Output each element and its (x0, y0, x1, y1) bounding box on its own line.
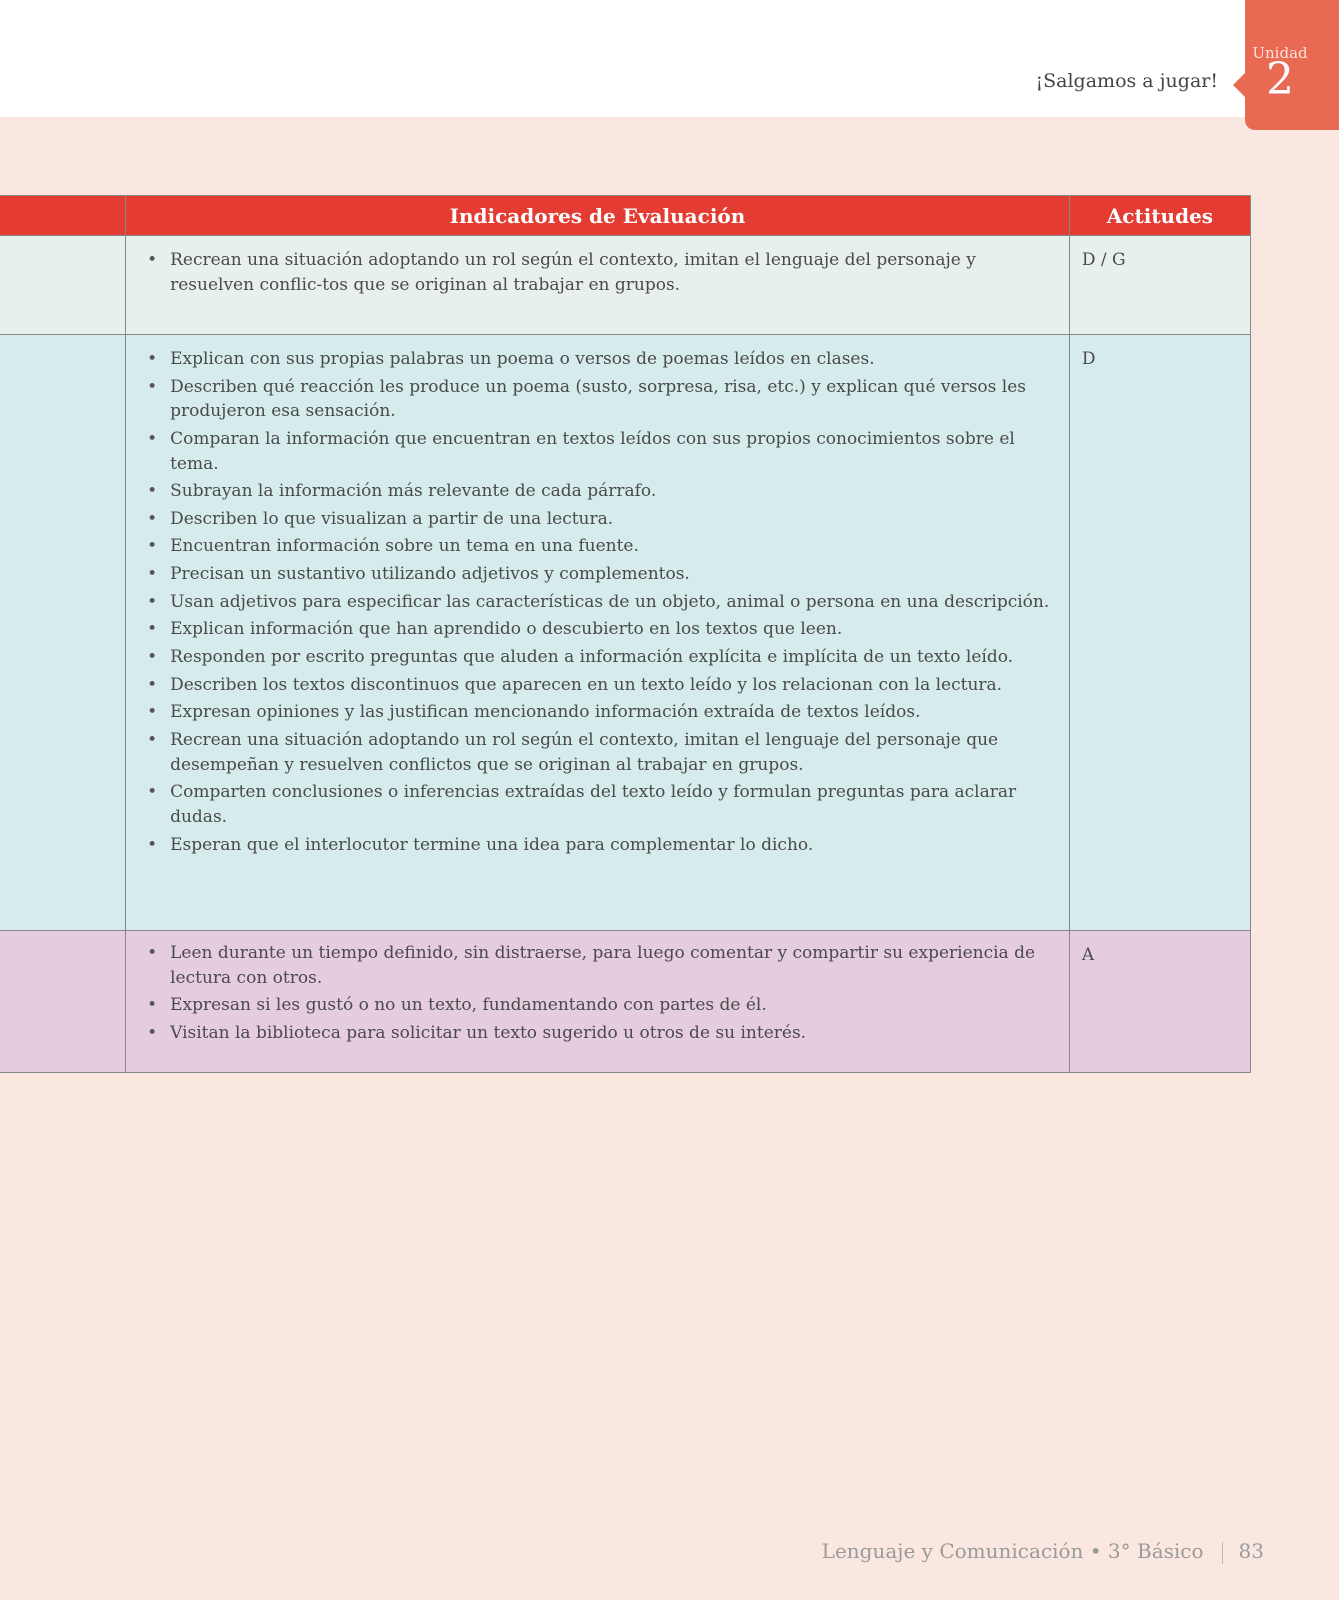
row-label-cell (0, 236, 126, 335)
table-row (0, 931, 1251, 1073)
indicator-list (136, 941, 1059, 1046)
unit-number: 2 (1266, 54, 1294, 105)
indicators-cell (126, 931, 1070, 1073)
indicator-item: • Describen lo que visualizan a partir de una lectura. (136, 507, 1059, 532)
attitudes-cell: D / G (1069, 236, 1250, 335)
indicator-item: • Describen los textos discontinuos que aparecen en un texto leído y los relacionan con la lectura. (136, 673, 1059, 698)
attitudes-cell: A (1069, 931, 1250, 1073)
indicator-item: • Explican con sus propias palabras un poema o versos de poemas leídos en clases. (136, 347, 1059, 372)
indicators-cell (126, 335, 1070, 931)
indicator-item: • Recrean una situación adoptando un rol según el contexto, imitan el lenguaje del personaje que desempeñan y resuelven conflictos que se originan al trabajar en grupos. (136, 728, 1059, 777)
indicator-item: • Explican información que han aprendido o descubierto en los textos que leen. (136, 617, 1059, 642)
table-header-row (0, 196, 1251, 236)
indicator-item: • Encuentran información sobre un tema en una fuente. (136, 534, 1059, 559)
indicator-list (136, 347, 1059, 857)
page-footer (822, 1539, 1264, 1564)
indicator-item: • Precisan un sustantivo utilizando adjetivos y complementos. (136, 562, 1059, 587)
header-left (0, 196, 126, 236)
indicator-item: • Subrayan la información más relevante de cada párrafo. (136, 479, 1059, 504)
indicator-item: • Expresan opiniones y las justifican mencionando información extraída de textos leídos. (136, 700, 1059, 725)
indicator-item: • Usan adjetivos para especificar las características de un objeto, animal o persona en una descripción. (136, 590, 1059, 615)
indicator-item: • Esperan que el interlocutor termine una idea para complementar lo dicho. (136, 833, 1059, 858)
running-title: ¡Salgamos a jugar! (1035, 70, 1218, 92)
footer-divider (1222, 1542, 1223, 1564)
indicator-list (136, 248, 1059, 297)
unit-label: Unidad (1252, 44, 1308, 62)
top-band (0, 0, 1339, 117)
page-number: 83 (1238, 1539, 1264, 1563)
table-row (0, 335, 1251, 931)
row-label-cell (0, 931, 126, 1073)
indicator-item: • Leen durante un tiempo definido, sin distraerse, para luego comentar y compartir su experiencia de lectura con otros. (136, 941, 1059, 990)
header-indicators: Indicadores de Evaluación (126, 196, 1070, 236)
indicator-item: • Responden por escrito preguntas que aluden a información explícita e implícita de un texto leído. (136, 645, 1059, 670)
indicator-item: • Comparan la información que encuentran en textos leídos con sus propios conocimientos sobre el tema. (136, 427, 1059, 476)
indicator-item: • Visitan la biblioteca para solicitar un texto sugerido u otros de su interés. (136, 1021, 1059, 1046)
indicator-item: • Describen qué reacción les produce un poema (susto, sorpresa, risa, etc.) y explican qué versos les produjeron esa sensación. (136, 375, 1059, 424)
header-attitudes: Actitudes (1069, 196, 1250, 236)
evaluation-table (0, 195, 1251, 1073)
indicator-item: • Comparten conclusiones o inferencias extraídas del texto leído y formulan preguntas para aclarar dudas. (136, 780, 1059, 829)
indicator-item: • Expresan si les gustó o no un texto, fundamentando con partes de él. (136, 993, 1059, 1018)
indicator-item: • Recrean una situación adoptando un rol según el contexto, imitan el lenguaje del personaje y resuelven conflic-tos que se originan al trabajar en grupos. (136, 248, 1059, 297)
indicators-cell (126, 236, 1070, 335)
table-row (0, 236, 1251, 335)
attitudes-cell: D (1069, 335, 1250, 931)
book-title: Lenguaje y Comunicación • 3° Básico (821, 1539, 1204, 1563)
row-label-cell (0, 335, 126, 931)
